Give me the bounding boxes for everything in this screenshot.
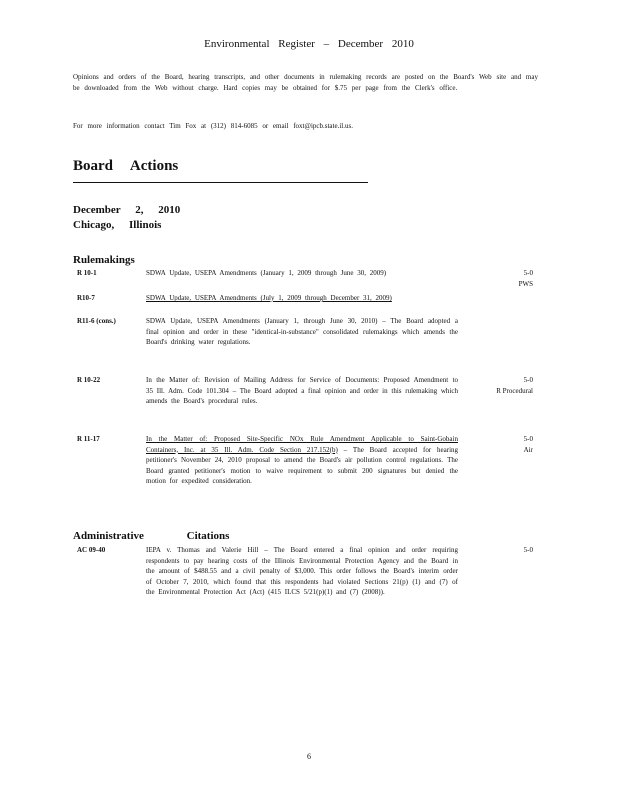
case-description (146, 434, 458, 487)
section-title: Board Actions (73, 158, 179, 174)
page-header: Environmental Register – December 2010 (204, 38, 414, 50)
vote-count: 5-0 Air (473, 434, 533, 455)
section-divider (73, 182, 368, 183)
case-description: SDWA Update, USEPA Amendments (July 1, 2009 through December 31, 2009) (146, 294, 392, 302)
intro-paragraph: Opinions and orders of the Board, hearing transcripts, and other documents in rulemaking records are posted on the Board's Web site and may be downloaded from the Web without charge. Hard copies may be obtained for $.75 per page from the Clerk's office. (73, 73, 538, 92)
case-description: SDWA Update, USEPA Amendments (January 1, through June 30, 2010) – The Board adopted a final opinion and order in these "identical-in-substance" consolidated rulemakings which amends the Board's drinking water regulations. (146, 317, 458, 346)
case-summary: – The Board accepted for hearing petitioner's November 24, 2010 proposal to amend the Board's air pollution control regulations. The Board granted petitioner's motion to waive requirement to submit 200 signatures but denied the motion for expedited consideration. (146, 445, 459, 485)
rulemakings-heading: Rulemakings (73, 254, 135, 266)
case-number: R 10-22 (77, 376, 101, 384)
case-number: R 10-1 (77, 269, 97, 277)
vote-category: Air (523, 445, 533, 454)
administrative-citations-heading: Administrative Citations (73, 530, 230, 542)
case-description: SDWA Update, USEPA Amendments (January 1, 2009 through June 30, 2009) (146, 269, 387, 277)
vote-count: 5-0 PWS (473, 268, 533, 289)
case-description: IEPA v. Thomas and Valerie Hill – The Board entered a final opinion and order requiring respondents to pay hearing costs of the Illinois Environmental Protection Agency and the Board in the amount of $488.55 and a civil penalty of $3,000. This order follows the Board's interim order of October 7, 2010, which found that this respondents had violated Sections 21(p) (1) and (7) of the Environmental Protection Act (Act) (415 ILCS 5/21(p)(1) and (7) (2008)). (146, 546, 458, 596)
case-title: In the Matter of: Proposed Site-Specific NOx Rule Amendment Applicable to Saint-Gobain Containers, Inc. at 35 Ill. Adm. Code Section 217.152(b) (146, 435, 458, 454)
case-number: R11-6 (cons.) (77, 317, 116, 325)
vote-category: PWS (518, 279, 533, 288)
contact-line: For more information contact Tim Fox at (312) 814-6085 or email foxt@ipcb.state.il.us. (73, 122, 353, 130)
meeting-date: December 2, 2010 (73, 204, 181, 216)
vote-category: R Procedural (496, 386, 533, 395)
case-number: AC 09-40 (77, 546, 106, 554)
page-number: 6 (307, 752, 311, 761)
case-number: R 11-17 (77, 435, 100, 443)
vote-count: 5-0 (523, 546, 533, 554)
vote-count: 5-0 R Procedural (473, 375, 533, 396)
meeting-place: Chicago, Illinois (73, 219, 162, 231)
case-description: In the Matter of: Revision of Mailing Address for Service of Documents: Proposed Amendment to 35 Ill. Adm. Code 101.304 – The Board adopted a final opinion and order in this rulemaking which amends the Board's procedural rules. (146, 376, 458, 405)
case-number: R10-7 (77, 294, 95, 302)
